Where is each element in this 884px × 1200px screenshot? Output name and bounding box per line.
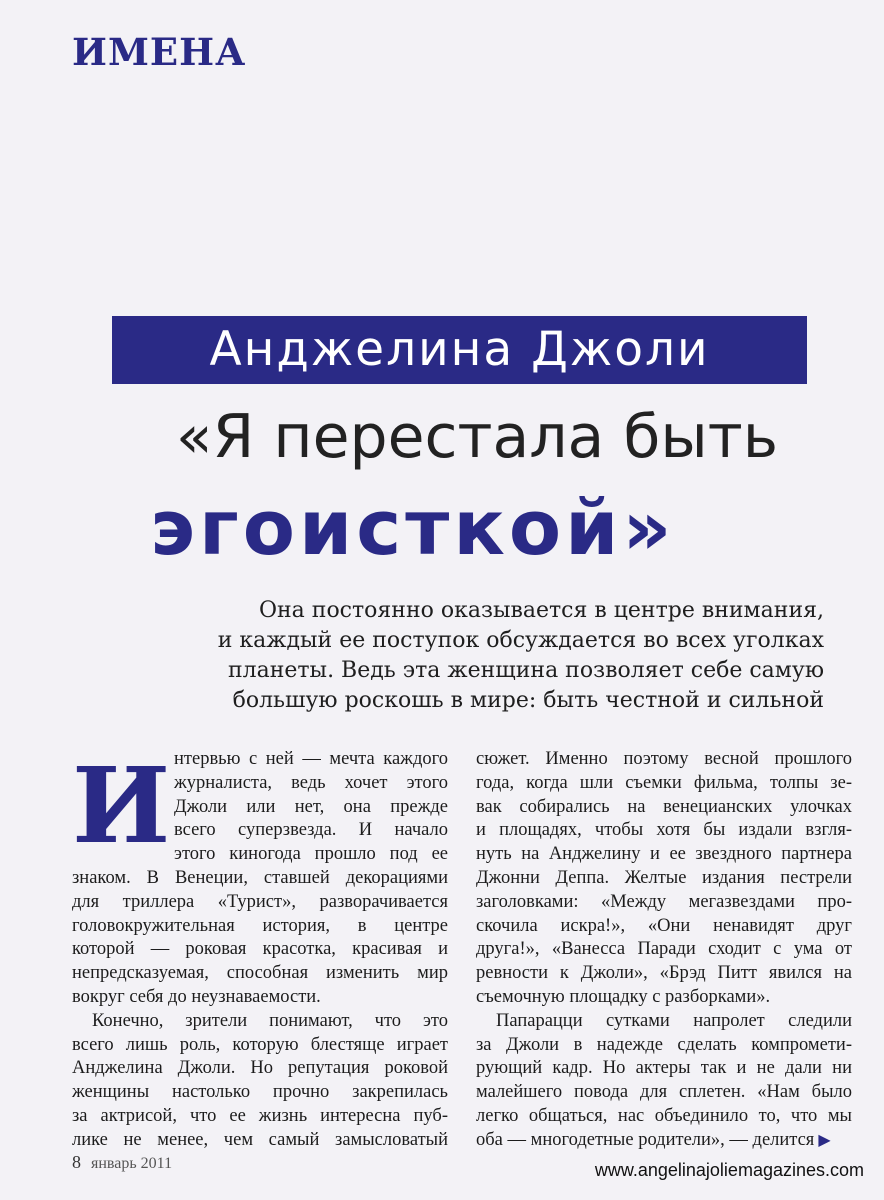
issue-date: январь 2011 [91, 1155, 173, 1172]
text-line-text: оба — многодетные родители», — делится [476, 1129, 815, 1150]
text-line: Джонни Деппа. Желтые издания пестрели [476, 867, 852, 888]
page-footer [72, 1152, 172, 1173]
drop-cap: И [72, 744, 171, 867]
text-line: всего лишь роль, которую блестяще играет [72, 1034, 448, 1055]
lead-line: большую роскошь в мире: быть честной и сильной [232, 688, 824, 713]
text-line: малейшего повода для сплетен. «Нам было [476, 1082, 852, 1103]
text-line: головокружительная история, в центре [72, 915, 448, 936]
text-line: нуть на Анджелину и ее звездного партнера [476, 844, 852, 865]
text-line: Джоли или нет, она прежде [174, 796, 448, 817]
text-line: скочила искра!», «Они ненавидят друг [476, 915, 852, 936]
text-line: за Джоли в надежде сделать компромети- [476, 1034, 852, 1055]
lead-line: Она постоянно оказывается в центре внимания, [258, 598, 824, 623]
text-line: вак собирались на венецианских улочках [476, 796, 852, 817]
text-line: съемочную площадку с разборками». [476, 986, 771, 1007]
watermark: www.angelinajoliemagazines.com [594, 1160, 864, 1180]
text-line: сюжет. Именно поэтому весной прошлого [476, 749, 852, 769]
text-line: этого киногода прошло под ее [174, 844, 448, 865]
lead-line: и каждый ее поступок обсуждается во всех уголках [217, 628, 824, 653]
lead-paragraph [64, 596, 824, 716]
text-line: лике не менее, чем самый замысловатый [72, 1129, 448, 1150]
page-number: 8 [72, 1152, 81, 1172]
article-column-right [476, 748, 852, 1153]
lead-line: планеты. Ведь эта женщина позволяет себе самую [227, 658, 824, 683]
headline-quote-part1-text: «Я перестала быть [175, 402, 779, 472]
text-line: года, когда шли съемки фильма, толпы зе- [476, 772, 852, 793]
headline-name: Анджелина Джоли [112, 316, 807, 384]
text-line: вокруг себя до неузнаваемости. [72, 986, 321, 1007]
section-label: ИМЕНА [72, 30, 247, 74]
text-line: непредсказуемая, способная изменить мир [72, 963, 448, 984]
triangle-right-icon: ▶ [818, 1131, 831, 1149]
text-line: и площадях, чтобы хотя бы издали взгля- [476, 820, 852, 841]
text-line: журналиста, ведь хочет этого [174, 772, 448, 793]
text-line: ревности к Джоли», «Брэд Питт явился на [476, 963, 852, 984]
headline-quote-part2: эгоисткой» [150, 483, 676, 572]
text-line: за актрисой, что ее жизнь интересна пуб- [72, 1105, 448, 1126]
text-line: для триллера «Турист», разворачивается [72, 891, 448, 912]
text-line: знаком. В Венеции, ставшей декорациями [72, 867, 448, 888]
text-line: которой — роковая красотка, красивая и [72, 939, 448, 960]
article-column-left [72, 744, 448, 1153]
text-line: друга!», «Ванесса Паради сходит с ума от [476, 939, 852, 960]
text-line: нтервью с ней — мечта каждого [174, 749, 448, 769]
text-line: легко общаться, нас объединило то, что мы [476, 1105, 852, 1126]
text-line: заголовками: «Между мегазвездами про- [476, 891, 852, 912]
headline-quote-part1 [0, 392, 884, 482]
text-line: Анджелина Джоли. Но репутация роковой [72, 1058, 448, 1079]
text-line: женщины настолько прочно закрепилась [72, 1082, 448, 1103]
text-line: всего суперзвезда. И начало [174, 820, 448, 841]
text-line: Конечно, зрители понимают, что это [92, 1010, 448, 1031]
text-line: Папарацци сутками напролет следили [496, 1010, 852, 1031]
text-line-last [476, 1129, 852, 1153]
text-line: рующий кадр. Но актеры так и не дали ни [476, 1058, 852, 1079]
